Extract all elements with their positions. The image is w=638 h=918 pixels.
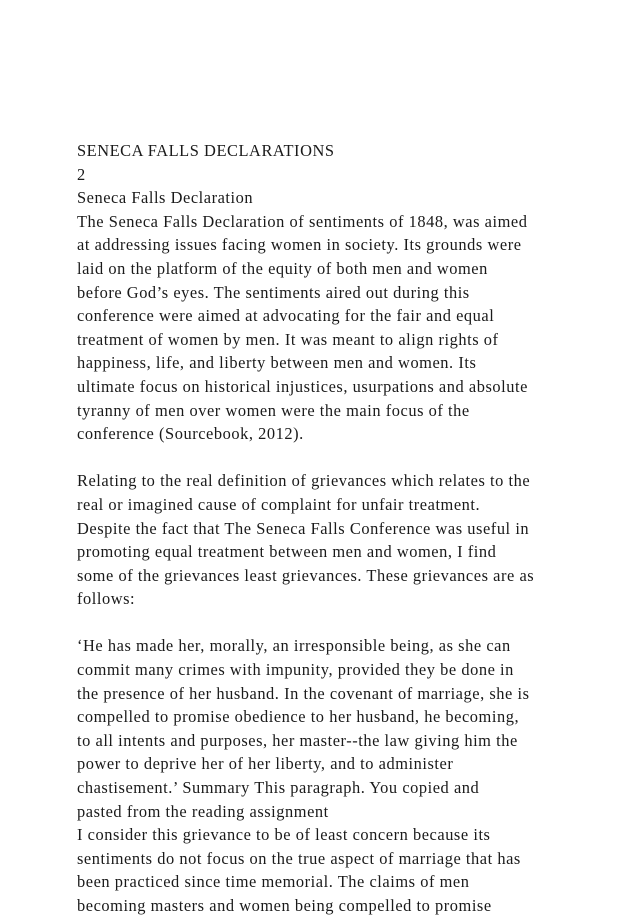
text-line: The Seneca Falls Declaration of sentiments of 1848, was aimed <box>77 211 528 231</box>
document-title: Seneca Falls Declaration <box>77 188 254 208</box>
document-body <box>77 139 617 918</box>
paragraph-grievances <box>77 469 617 611</box>
text-line: conference (Sourcebook, 2012). <box>77 424 304 444</box>
text-line: treatment of women by men. It was meant to align rights of <box>77 329 499 349</box>
text-line: some of the grievances least grievances. These grievances are as <box>77 565 535 585</box>
text-line: sentiments do not focus on the true aspect of marriage that has <box>77 848 521 868</box>
text-line: the presence of her husband. In the covenant of marriage, she is <box>77 683 530 703</box>
text-line: conference were aimed at advocating for the fair and equal <box>77 306 495 326</box>
text-line: been practiced since time memorial. The claims of men <box>77 872 470 892</box>
text-line: compelled to promise obedience to her husband, he becoming, <box>77 707 520 727</box>
text-line: chastisement.’ Summary This paragraph. You copied and <box>77 778 480 798</box>
text-line: promoting equal treatment between men and women, I find <box>77 542 497 562</box>
text-line: tyranny of men over women were the main focus of the <box>77 400 470 420</box>
paragraph-spacer <box>77 611 617 635</box>
text-line: happiness, life, and liberty between men and women. Its <box>77 353 477 373</box>
text-line: laid on the platform of the equity of both men and women <box>77 258 488 278</box>
text-line: becoming masters and women being compelled to promise <box>77 896 492 915</box>
page-number: 2 <box>77 164 86 184</box>
paragraph-intro <box>77 210 617 446</box>
running-header: SENECA FALLS DECLARATIONS <box>77 141 335 160</box>
text-line: Despite the fact that The Seneca Falls Conference was useful in <box>77 518 530 538</box>
text-line: at addressing issues facing women in society. Its grounds were <box>77 235 522 255</box>
text-line: I consider this grievance to be of least concern because its <box>77 825 491 845</box>
text-line: Relating to the real definition of grievances which relates to the <box>77 471 531 491</box>
paragraph-spacer <box>77 446 617 470</box>
text-line: ultimate focus on historical injustices, usurpations and absolute <box>77 376 528 396</box>
text-line: follows: <box>77 589 136 609</box>
text-line: pasted from the reading assignment <box>77 801 329 821</box>
text-line: power to deprive her of her liberty, and to administer <box>77 754 454 774</box>
text-line: ‘He has made her, morally, an irresponsible being, as she can <box>77 636 511 656</box>
paragraph-quote <box>77 634 617 917</box>
text-line: real or imagined cause of complaint for unfair treatment. <box>77 494 481 514</box>
text-line: before God’s eyes. The sentiments aired out during this <box>77 282 470 302</box>
text-line: commit many crimes with impunity, provided they be done in <box>77 660 514 680</box>
text-line: to all intents and purposes, her master--the law giving him the <box>77 730 518 750</box>
